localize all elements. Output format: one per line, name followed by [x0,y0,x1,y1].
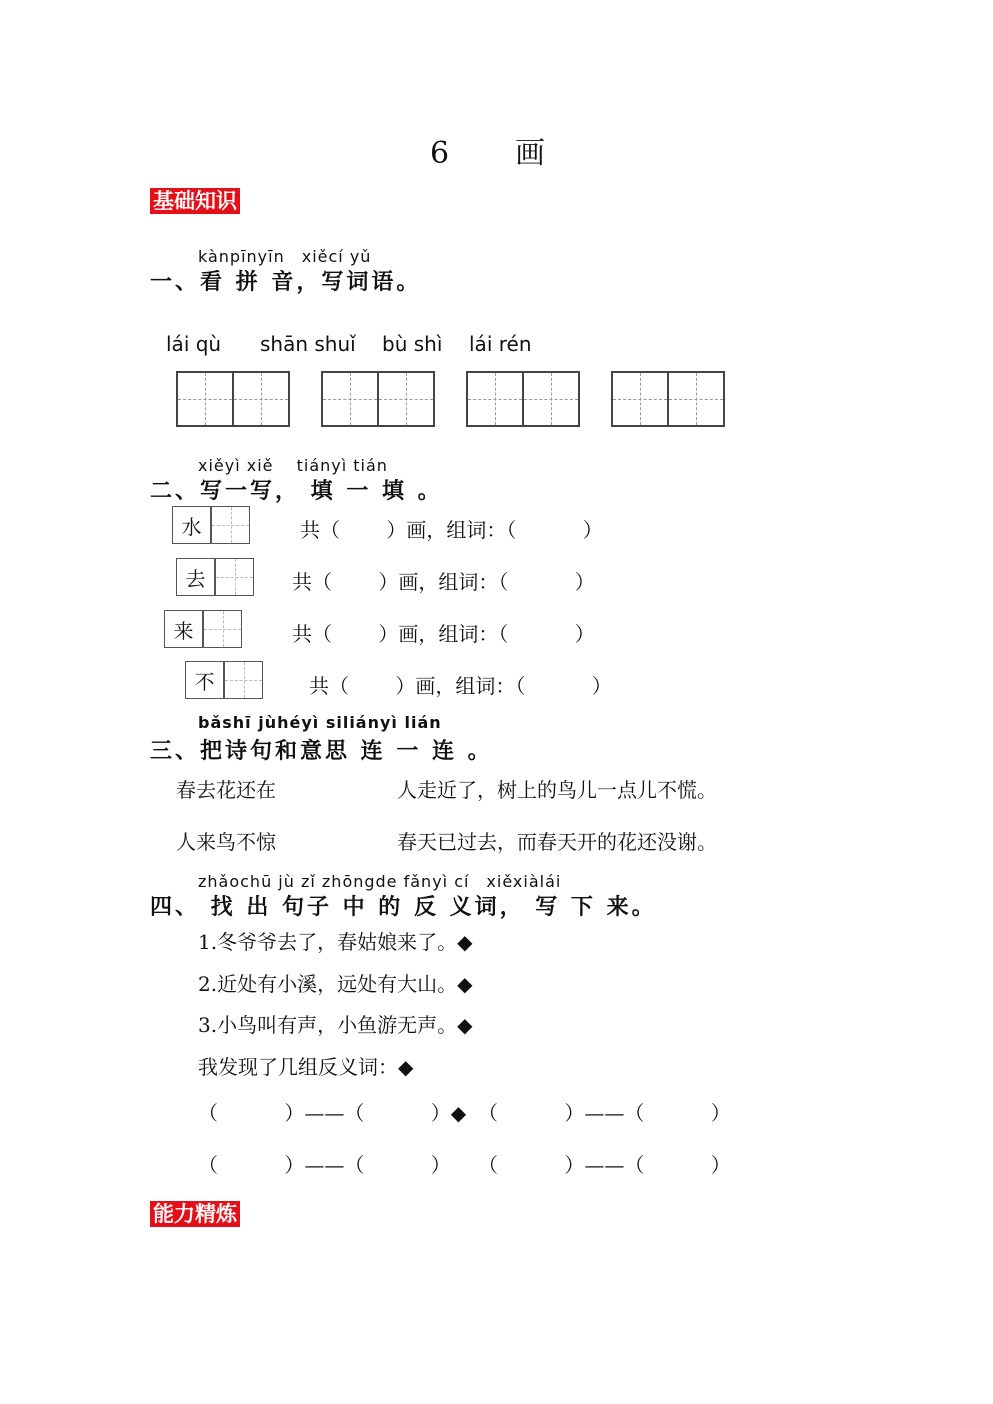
q4-pair-1-right[interactable]: （ ）——（ ） [478,1101,731,1125]
q2-char: 来 [165,611,204,647]
q3-poem-line-2[interactable]: 人来鸟不惊 [176,830,276,854]
q4-heading: 四、 找 出 句子 中 的 反 义词， 写 下 来。 [150,895,657,920]
q1-pinyin: kànpīnyīn xiěcí yǔ [198,247,372,266]
q2-heading: 二、写一写， 填 一 填 。 [150,479,443,504]
q1-word-1: lái qù [166,332,222,356]
q2-row-4-text: 共（ ）画，组词：（ ） [309,674,612,698]
q2-char: 不 [186,662,225,698]
q4-pinyin: zhǎochū jù zǐ zhōngde fǎnyì cí xiěxiàlái [198,872,562,891]
q4-sentence-1: 1.冬爷爷去了，春姑娘来了。◆ [198,930,473,954]
q2-char-box-1[interactable] [172,506,250,544]
q2-row-2-text: 共（ ）画，组词：（ ） [292,570,595,594]
q4-sentence-2: 2.近处有小溪，远处有大山。◆ [198,972,473,996]
q3-poem-line-1[interactable]: 春去花还在 [176,778,276,802]
q2-row-1-text: 共（ ）画，组词：（ ） [300,518,603,542]
q3-meaning-1[interactable]: 人走近了，树上的鸟儿一点儿不慌。 [397,778,717,802]
q4-found-label: 我发现了几组反义词：◆ [198,1055,414,1079]
q2-char-box-2[interactable] [176,558,254,596]
q1-writing-grid-4[interactable] [611,371,725,427]
q1-word-4: lái rén [469,332,532,356]
section-tag-ability: 能力精炼 [150,1201,240,1227]
section-tag-basic: 基础知识 [150,188,240,214]
q1-writing-grid-2[interactable] [321,371,435,427]
q4-pair-2-right[interactable]: （ ）——（ ） [478,1153,731,1177]
q1-writing-grid-3[interactable] [466,371,580,427]
q3-heading: 三、把诗句和意思 连 一 连 。 [150,739,493,764]
q2-pinyin: xiěyì xiě tiányì tián [198,456,388,475]
q3-pinyin: bǎshī jùhéyì siliányì lián [198,713,442,732]
q2-char-box-4[interactable] [185,661,263,699]
page-title: 6 画 [429,136,564,171]
q4-sentence-3: 3.小鸟叫有声，小鱼游无声。◆ [198,1013,473,1037]
q4-pair-2-left[interactable]: （ ）——（ ） [198,1153,451,1177]
q1-word-3: bù shì [382,332,443,356]
q4-pair-1-left[interactable]: （ ）——（ ）◆ [198,1101,467,1125]
q2-row-3-text: 共（ ）画，组词：（ ） [292,622,595,646]
q1-word-2: shān shuǐ [260,332,356,356]
q1-writing-grid-1[interactable] [176,371,290,427]
q3-meaning-2[interactable]: 春天已过去，而春天开的花还没谢。 [397,830,717,854]
q2-char-box-3[interactable] [164,610,242,648]
q2-char: 水 [173,507,212,543]
q1-heading: 一、看 拼 音，写词语。 [150,270,422,295]
q2-char: 去 [177,559,216,595]
